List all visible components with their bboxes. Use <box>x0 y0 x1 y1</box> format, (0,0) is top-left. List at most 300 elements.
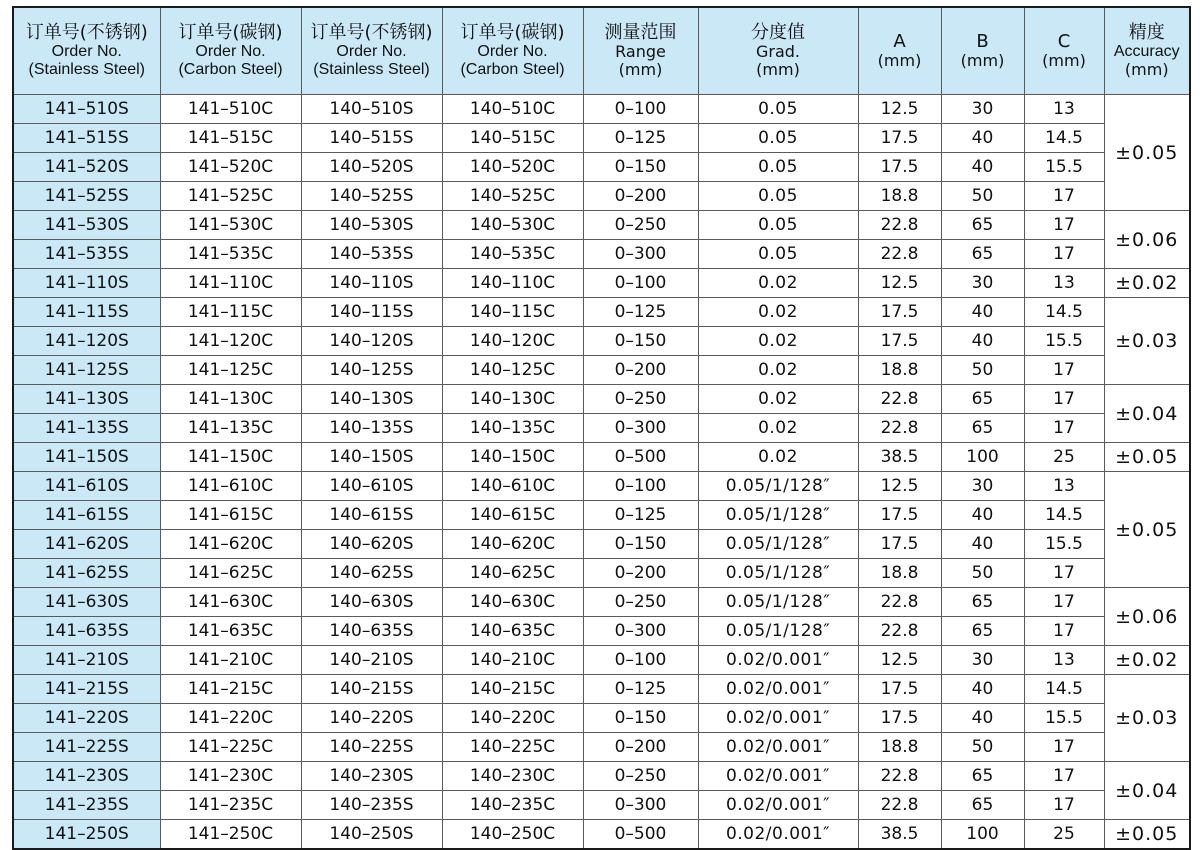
cell-dim-a: 22.8 <box>858 240 941 269</box>
cell-dim-b: 30 <box>941 269 1024 298</box>
header-en: Order No. <box>477 43 548 61</box>
table-row <box>13 501 1190 530</box>
cell-order-no-stainless-140: 140–225S <box>301 733 442 762</box>
cell-dim-b: 50 <box>941 356 1024 385</box>
cell-order-no-carbon-140: 140–150C <box>442 443 583 472</box>
cell-order-no-carbon-140: 140–620C <box>442 530 583 559</box>
cell-order-no-carbon-141: 141–150C <box>160 443 301 472</box>
cell-dim-c: 14.5 <box>1024 675 1104 704</box>
cell-order-no-carbon-141: 141–625C <box>160 559 301 588</box>
header-letter: A <box>893 30 906 52</box>
cell-graduation: 0.05/1/128″ <box>698 559 858 588</box>
cell-order-no-carbon-140: 140–615C <box>442 501 583 530</box>
table-row <box>13 530 1190 559</box>
table-row <box>13 385 1190 414</box>
cell-range: 0–125 <box>583 298 698 327</box>
cell-order-no-stainless-140: 140–610S <box>301 472 442 501</box>
cell-accuracy: ±0.06 <box>1104 211 1190 269</box>
cell-dim-a: 22.8 <box>858 762 941 791</box>
cell-order-no-carbon-140: 140–125C <box>442 356 583 385</box>
table-row <box>13 762 1190 791</box>
cell-order-no-carbon-140: 140–135C <box>442 414 583 443</box>
cell-order-no-stainless-141: 141–130S <box>13 385 160 414</box>
cell-order-no-stainless-140: 140–210S <box>301 646 442 675</box>
table-row <box>13 240 1190 269</box>
cell-order-no-carbon-141: 141–510C <box>160 95 301 124</box>
cell-range: 0–150 <box>583 530 698 559</box>
cell-graduation: 0.05/1/128″ <box>698 501 858 530</box>
cell-order-no-stainless-141: 141–215S <box>13 675 160 704</box>
cell-dim-a: 17.5 <box>858 124 941 153</box>
header-graduation <box>698 7 858 95</box>
cell-dim-b: 65 <box>941 588 1024 617</box>
cell-dim-a: 12.5 <box>858 472 941 501</box>
cell-graduation: 0.05 <box>698 153 858 182</box>
cell-graduation: 0.02 <box>698 414 858 443</box>
cell-range: 0–125 <box>583 501 698 530</box>
header-row <box>13 7 1190 95</box>
cell-order-no-stainless-140: 140–120S <box>301 327 442 356</box>
cell-graduation: 0.05/1/128″ <box>698 530 858 559</box>
cell-dim-b: 65 <box>941 211 1024 240</box>
cell-range: 0–250 <box>583 762 698 791</box>
header-unit: (mm) <box>877 51 922 71</box>
cell-dim-b: 40 <box>941 501 1024 530</box>
cell-dim-b: 30 <box>941 95 1024 124</box>
cell-dim-c: 15.5 <box>1024 530 1104 559</box>
cell-dim-c: 17 <box>1024 588 1104 617</box>
cell-order-no-stainless-140: 140–115S <box>301 298 442 327</box>
cell-graduation: 0.02 <box>698 443 858 472</box>
cell-order-no-carbon-141: 141–615C <box>160 501 301 530</box>
cell-order-no-stainless-141: 141–150S <box>13 443 160 472</box>
table-row <box>13 153 1190 182</box>
header-en-sub: (Carbon Steel) <box>178 61 283 79</box>
header-accuracy <box>1104 7 1190 95</box>
cell-order-no-carbon-141: 141–630C <box>160 588 301 617</box>
table-row <box>13 588 1190 617</box>
header-unit: (mm) <box>1042 51 1086 71</box>
cell-range: 0–100 <box>583 95 698 124</box>
header-en: Grad. <box>755 42 801 62</box>
cell-dim-c: 13 <box>1024 95 1104 124</box>
cell-graduation: 0.05 <box>698 95 858 124</box>
cell-dim-a: 17.5 <box>858 704 941 733</box>
table-row <box>13 820 1190 850</box>
cell-dim-c: 17 <box>1024 211 1104 240</box>
cell-range: 0–500 <box>583 820 698 850</box>
cell-range: 0–150 <box>583 153 698 182</box>
cell-order-no-stainless-140: 140–220S <box>301 704 442 733</box>
cell-accuracy: ±0.03 <box>1104 675 1190 762</box>
cell-dim-c: 17 <box>1024 617 1104 646</box>
cell-order-no-carbon-140: 140–515C <box>442 124 583 153</box>
header-range <box>583 7 698 95</box>
table-row <box>13 791 1190 820</box>
cell-order-no-carbon-140: 140–250C <box>442 820 583 850</box>
cell-graduation: 0.05 <box>698 211 858 240</box>
header-en: Accuracy <box>1113 43 1180 61</box>
header-dim-a <box>858 7 941 95</box>
cell-dim-a: 18.8 <box>858 356 941 385</box>
cell-range: 0–200 <box>583 356 698 385</box>
cell-range: 0–100 <box>583 472 698 501</box>
table-row <box>13 443 1190 472</box>
cell-dim-c: 17 <box>1024 733 1104 762</box>
cell-dim-a: 18.8 <box>858 559 941 588</box>
cell-order-no-carbon-140: 140–530C <box>442 211 583 240</box>
cell-dim-c: 15.5 <box>1024 327 1104 356</box>
cell-dim-c: 17 <box>1024 559 1104 588</box>
header-letter: B <box>976 30 989 52</box>
cell-order-no-carbon-141: 141–610C <box>160 472 301 501</box>
cell-order-no-stainless-140: 140–635S <box>301 617 442 646</box>
cell-dim-c: 17 <box>1024 182 1104 211</box>
cell-accuracy: ±0.02 <box>1104 646 1190 675</box>
cell-order-no-carbon-140: 140–220C <box>442 704 583 733</box>
cell-dim-c: 14.5 <box>1024 501 1104 530</box>
header-unit: (mm) <box>756 60 800 80</box>
cell-range: 0–250 <box>583 211 698 240</box>
cell-dim-b: 65 <box>941 762 1024 791</box>
cell-dim-b: 40 <box>941 675 1024 704</box>
cell-dim-c: 13 <box>1024 472 1104 501</box>
cell-dim-a: 17.5 <box>858 675 941 704</box>
table-row <box>13 298 1190 327</box>
cell-dim-b: 65 <box>941 414 1024 443</box>
cell-order-no-carbon-140: 140–535C <box>442 240 583 269</box>
cell-dim-a: 17.5 <box>858 153 941 182</box>
cell-range: 0–200 <box>583 182 698 211</box>
cell-range: 0–300 <box>583 414 698 443</box>
cell-dim-c: 17 <box>1024 240 1104 269</box>
cell-order-no-carbon-140: 140–235C <box>442 791 583 820</box>
cell-order-no-carbon-141: 141–120C <box>160 327 301 356</box>
cell-dim-a: 22.8 <box>858 414 941 443</box>
cell-range: 0–150 <box>583 704 698 733</box>
header-cn: 订单号(不锈钢) <box>310 22 433 44</box>
header-en: Order No. <box>195 43 266 61</box>
header-unit: (mm) <box>618 60 663 80</box>
cell-dim-c: 14.5 <box>1024 298 1104 327</box>
cell-dim-b: 30 <box>941 646 1024 675</box>
header-cn: 分度值 <box>751 22 805 44</box>
cell-range: 0–125 <box>583 675 698 704</box>
cell-dim-c: 17 <box>1024 356 1104 385</box>
cell-order-no-stainless-141: 141–630S <box>13 588 160 617</box>
header-cn: 订单号(不锈钢) <box>25 22 148 44</box>
cell-graduation: 0.02 <box>698 298 858 327</box>
cell-order-no-stainless-141: 141–225S <box>13 733 160 762</box>
cell-order-no-stainless-141: 141–250S <box>13 820 160 850</box>
header-en: Range <box>615 42 666 62</box>
cell-order-no-carbon-140: 140–230C <box>442 762 583 791</box>
table-row <box>13 472 1190 501</box>
cell-order-no-stainless-141: 141–525S <box>13 182 160 211</box>
cell-accuracy: ±0.05 <box>1104 472 1190 588</box>
cell-accuracy: ±0.04 <box>1104 385 1190 443</box>
cell-graduation: 0.05/1/128″ <box>698 617 858 646</box>
cell-order-no-stainless-141: 141–625S <box>13 559 160 588</box>
cell-order-no-carbon-141: 141–635C <box>160 617 301 646</box>
cell-order-no-stainless-140: 140–630S <box>301 588 442 617</box>
cell-dim-c: 17 <box>1024 791 1104 820</box>
cell-dim-b: 50 <box>941 559 1024 588</box>
header-en-sub: (Carbon Steel) <box>460 61 565 79</box>
table-row <box>13 182 1190 211</box>
cell-dim-b: 65 <box>941 791 1024 820</box>
header-unit: (mm) <box>960 51 1005 71</box>
cell-graduation: 0.02 <box>698 385 858 414</box>
cell-range: 0–200 <box>583 733 698 762</box>
cell-order-no-carbon-141: 141–535C <box>160 240 301 269</box>
cell-accuracy: ±0.03 <box>1104 298 1190 385</box>
cell-order-no-carbon-141: 141–525C <box>160 182 301 211</box>
cell-dim-a: 22.8 <box>858 617 941 646</box>
cell-order-no-carbon-140: 140–120C <box>442 327 583 356</box>
cell-order-no-stainless-141: 141–515S <box>13 124 160 153</box>
cell-order-no-stainless-140: 140–135S <box>301 414 442 443</box>
cell-order-no-carbon-140: 140–525C <box>442 182 583 211</box>
cell-order-no-stainless-141: 141–125S <box>13 356 160 385</box>
cell-order-no-stainless-141: 141–110S <box>13 269 160 298</box>
cell-dim-b: 40 <box>941 327 1024 356</box>
table-row <box>13 414 1190 443</box>
table-row <box>13 733 1190 762</box>
cell-dim-a: 17.5 <box>858 298 941 327</box>
cell-order-no-stainless-140: 140–530S <box>301 211 442 240</box>
cell-order-no-stainless-140: 140–520S <box>301 153 442 182</box>
cell-graduation: 0.02/0.001″ <box>698 820 858 850</box>
cell-dim-c: 14.5 <box>1024 124 1104 153</box>
cell-dim-b: 65 <box>941 617 1024 646</box>
cell-order-no-carbon-140: 140–630C <box>442 588 583 617</box>
cell-accuracy: ±0.02 <box>1104 269 1190 298</box>
header-cn: 订单号(碳钢) <box>178 22 283 44</box>
cell-order-no-stainless-140: 140–615S <box>301 501 442 530</box>
cell-dim-b: 65 <box>941 240 1024 269</box>
header-unit: (mm) <box>1124 60 1169 80</box>
table-row <box>13 327 1190 356</box>
cell-dim-c: 17 <box>1024 385 1104 414</box>
cell-dim-c: 13 <box>1024 646 1104 675</box>
table-row <box>13 646 1190 675</box>
cell-order-no-stainless-140: 140–125S <box>301 356 442 385</box>
header-order-no-carbon-140 <box>442 7 583 95</box>
cell-graduation: 0.02/0.001″ <box>698 762 858 791</box>
cell-range: 0–300 <box>583 617 698 646</box>
cell-range: 0–250 <box>583 588 698 617</box>
cell-order-no-stainless-141: 141–115S <box>13 298 160 327</box>
table-body <box>13 95 1190 850</box>
cell-dim-c: 25 <box>1024 820 1104 850</box>
cell-dim-a: 18.8 <box>858 733 941 762</box>
table-row <box>13 124 1190 153</box>
cell-graduation: 0.05 <box>698 240 858 269</box>
cell-dim-c: 17 <box>1024 414 1104 443</box>
cell-order-no-carbon-141: 141–125C <box>160 356 301 385</box>
cell-order-no-carbon-140: 140–510C <box>442 95 583 124</box>
cell-dim-a: 18.8 <box>858 182 941 211</box>
cell-order-no-carbon-141: 141–230C <box>160 762 301 791</box>
header-en: Order No. <box>336 43 407 61</box>
cell-dim-a: 12.5 <box>858 646 941 675</box>
header-en-sub: (Stainless Steel) <box>313 61 430 79</box>
cell-dim-a: 17.5 <box>858 501 941 530</box>
cell-graduation: 0.05/1/128″ <box>698 588 858 617</box>
cell-order-no-carbon-140: 140–210C <box>442 646 583 675</box>
cell-order-no-carbon-141: 141–620C <box>160 530 301 559</box>
cell-order-no-carbon-140: 140–610C <box>442 472 583 501</box>
cell-order-no-carbon-140: 140–635C <box>442 617 583 646</box>
cell-dim-b: 100 <box>941 443 1024 472</box>
cell-graduation: 0.05 <box>698 182 858 211</box>
cell-order-no-stainless-141: 141–535S <box>13 240 160 269</box>
cell-range: 0–150 <box>583 327 698 356</box>
table-row <box>13 356 1190 385</box>
cell-range: 0–250 <box>583 385 698 414</box>
cell-order-no-carbon-140: 140–115C <box>442 298 583 327</box>
table-row <box>13 617 1190 646</box>
cell-range: 0–100 <box>583 646 698 675</box>
table-row <box>13 704 1190 733</box>
cell-dim-b: 40 <box>941 704 1024 733</box>
cell-order-no-carbon-140: 140–110C <box>442 269 583 298</box>
table-row <box>13 211 1190 240</box>
cell-dim-a: 22.8 <box>858 791 941 820</box>
cell-order-no-carbon-140: 140–225C <box>442 733 583 762</box>
cell-order-no-stainless-141: 141–530S <box>13 211 160 240</box>
cell-dim-a: 22.8 <box>858 211 941 240</box>
header-order-no-carbon-141 <box>160 7 301 95</box>
cell-order-no-stainless-141: 141–520S <box>13 153 160 182</box>
cell-accuracy: ±0.05 <box>1104 443 1190 472</box>
header-cn: 测量范围 <box>604 22 677 44</box>
cell-range: 0–100 <box>583 269 698 298</box>
cell-order-no-stainless-141: 141–635S <box>13 617 160 646</box>
cell-order-no-stainless-140: 140–230S <box>301 762 442 791</box>
cell-accuracy: ±0.06 <box>1104 588 1190 646</box>
cell-range: 0–300 <box>583 240 698 269</box>
cell-graduation: 0.02 <box>698 356 858 385</box>
cell-order-no-carbon-141: 141–215C <box>160 675 301 704</box>
cell-dim-a: 22.8 <box>858 385 941 414</box>
header-dim-b <box>941 7 1024 95</box>
cell-order-no-stainless-141: 141–135S <box>13 414 160 443</box>
cell-order-no-stainless-140: 140–510S <box>301 95 442 124</box>
cell-graduation: 0.02/0.001″ <box>698 704 858 733</box>
cell-order-no-stainless-140: 140–525S <box>301 182 442 211</box>
cell-order-no-carbon-141: 141–115C <box>160 298 301 327</box>
cell-range: 0–200 <box>583 559 698 588</box>
header-cn: 订单号(碳钢) <box>460 22 565 44</box>
cell-order-no-stainless-140: 140–150S <box>301 443 442 472</box>
cell-dim-b: 40 <box>941 530 1024 559</box>
table-row <box>13 269 1190 298</box>
cell-order-no-stainless-140: 140–110S <box>301 269 442 298</box>
cell-order-no-stainless-141: 141–610S <box>13 472 160 501</box>
cell-order-no-carbon-141: 141–110C <box>160 269 301 298</box>
cell-order-no-carbon-141: 141–130C <box>160 385 301 414</box>
cell-graduation: 0.02/0.001″ <box>698 791 858 820</box>
cell-order-no-stainless-140: 140–515S <box>301 124 442 153</box>
cell-range: 0–300 <box>583 791 698 820</box>
cell-dim-c: 25 <box>1024 443 1104 472</box>
cell-dim-a: 12.5 <box>858 95 941 124</box>
cell-order-no-stainless-141: 141–510S <box>13 95 160 124</box>
cell-range: 0–500 <box>583 443 698 472</box>
cell-graduation: 0.02 <box>698 327 858 356</box>
cell-order-no-stainless-141: 141–230S <box>13 762 160 791</box>
cell-order-no-stainless-140: 140–130S <box>301 385 442 414</box>
cell-dim-a: 12.5 <box>858 269 941 298</box>
spec-table <box>12 6 1191 850</box>
cell-order-no-stainless-141: 141–120S <box>13 327 160 356</box>
cell-dim-c: 13 <box>1024 269 1104 298</box>
cell-dim-b: 65 <box>941 385 1024 414</box>
cell-range: 0–125 <box>583 124 698 153</box>
cell-order-no-stainless-141: 141–210S <box>13 646 160 675</box>
cell-order-no-carbon-141: 141–515C <box>160 124 301 153</box>
cell-order-no-carbon-140: 140–520C <box>442 153 583 182</box>
cell-graduation: 0.02/0.001″ <box>698 733 858 762</box>
table-row <box>13 675 1190 704</box>
cell-dim-a: 22.8 <box>858 588 941 617</box>
cell-dim-c: 15.5 <box>1024 704 1104 733</box>
table-row <box>13 559 1190 588</box>
cell-dim-b: 30 <box>941 472 1024 501</box>
cell-dim-b: 40 <box>941 298 1024 327</box>
cell-order-no-stainless-140: 140–235S <box>301 791 442 820</box>
header-en-sub: (Stainless Steel) <box>28 61 145 79</box>
header-cn: 精度 <box>1128 22 1165 44</box>
cell-order-no-carbon-141: 141–235C <box>160 791 301 820</box>
cell-order-no-carbon-141: 141–250C <box>160 820 301 850</box>
cell-dim-b: 40 <box>941 124 1024 153</box>
header-letter: C <box>1057 30 1071 52</box>
cell-accuracy: ±0.05 <box>1104 820 1190 850</box>
cell-graduation: 0.05/1/128″ <box>698 472 858 501</box>
cell-dim-b: 50 <box>941 733 1024 762</box>
cell-dim-b: 50 <box>941 182 1024 211</box>
cell-order-no-carbon-141: 141–520C <box>160 153 301 182</box>
cell-dim-a: 38.5 <box>858 443 941 472</box>
cell-graduation: 0.02/0.001″ <box>698 675 858 704</box>
cell-dim-c: 17 <box>1024 762 1104 791</box>
header-dim-c <box>1024 7 1104 95</box>
header-en: Order No. <box>51 43 122 61</box>
table-row <box>13 95 1190 124</box>
cell-order-no-carbon-141: 141–225C <box>160 733 301 762</box>
cell-graduation: 0.02 <box>698 269 858 298</box>
cell-order-no-stainless-140: 140–625S <box>301 559 442 588</box>
cell-dim-a: 17.5 <box>858 327 941 356</box>
cell-dim-a: 38.5 <box>858 820 941 850</box>
cell-order-no-stainless-141: 141–615S <box>13 501 160 530</box>
cell-order-no-stainless-141: 141–220S <box>13 704 160 733</box>
cell-order-no-stainless-141: 141–235S <box>13 791 160 820</box>
header-order-no-stainless-141 <box>13 7 160 95</box>
cell-order-no-stainless-140: 140–620S <box>301 530 442 559</box>
cell-graduation: 0.05 <box>698 124 858 153</box>
cell-order-no-carbon-141: 141–220C <box>160 704 301 733</box>
cell-dim-b: 100 <box>941 820 1024 850</box>
cell-order-no-carbon-141: 141–135C <box>160 414 301 443</box>
cell-dim-a: 17.5 <box>858 530 941 559</box>
cell-accuracy: ±0.04 <box>1104 762 1190 820</box>
cell-order-no-carbon-141: 141–210C <box>160 646 301 675</box>
cell-order-no-stainless-140: 140–215S <box>301 675 442 704</box>
